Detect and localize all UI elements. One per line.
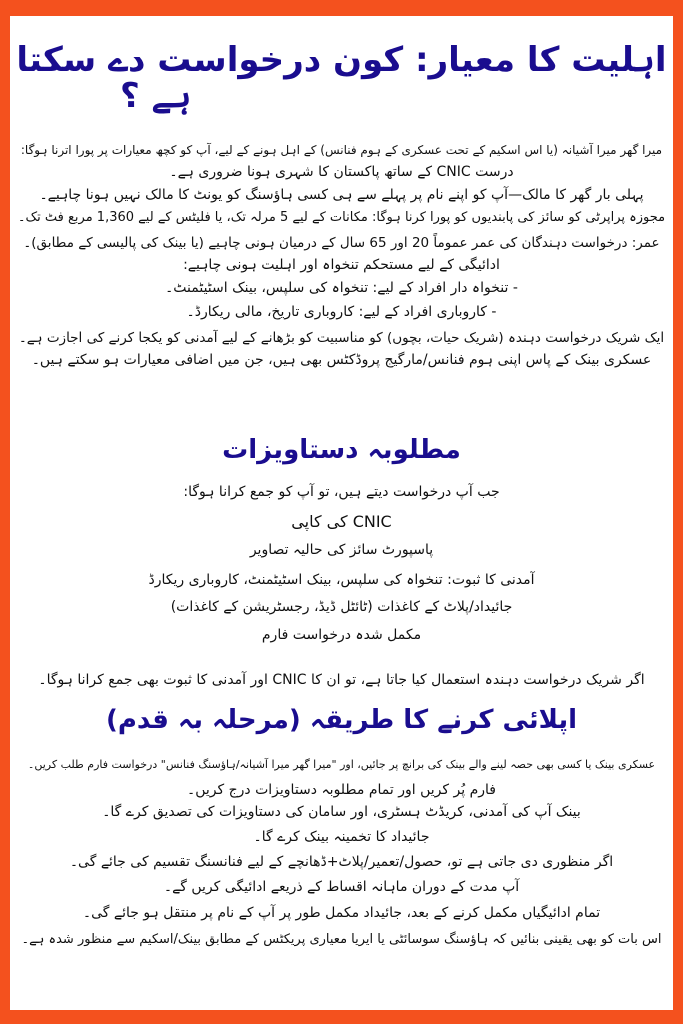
document-line: مکمل شدہ درخواست فارم (261, 627, 422, 643)
eligibility-line: عمر: درخواست دہندگان کی عمر عموماً 20 اور 65 سال کے درمیان ہونی چاہیے (یا بینک کی پالیسی کے مطابق)۔ (23, 235, 660, 251)
document-line: جب آپ درخواست دیتے ہیں، تو آپ کو جمع کرانا ہوگا: (183, 484, 500, 500)
eligibility-title-cont: ہے ؟ (120, 76, 192, 116)
process-step: بینک آپ کی آمدنی، کریڈٹ ہسٹری، اور سامان کی دستاویزات کی تصدیق کرے گا۔ (102, 804, 581, 820)
eligibility-title: اہلیت کا معیار: کون درخواست دے سکتا (16, 40, 667, 80)
process-step: جائیداد کا تخمینہ بینک کرے گا۔ (253, 829, 430, 845)
eligibility-line: ادائیگی کے لیے مستحکم تنخواہ اور اہلیت ہونی چاہیے: (183, 257, 500, 273)
process-title: اپلائی کرنے کا طریقہ (مرحلہ بہ قدم) (105, 705, 578, 735)
document-page (10, 16, 673, 1010)
documents-title: مطلوبہ دستاویزات (222, 435, 461, 465)
process-step: آپ مدت کے دوران ماہانہ اقساط کے ذریعے ادائیگی کریں گے۔ (163, 879, 520, 895)
eligibility-line: مجوزہ پراپرٹی کو سائز کی پابندیوں کو پورا کرنا ہوگا: مکانات کے لیے 5 مرلہ تک، یا فلیٹس کے لیے 1,360 مربع فٹ تک۔ (17, 210, 666, 225)
process-step: اس بات کو بھی یقینی بنائیں کہ ہاؤسنگ سوسائٹی یا ایریا معیاری پریکٹس کے مطابق بینک/اسکیم سے منظور شدہ ہے۔ (21, 932, 662, 947)
eligibility-line: درست CNIC کے ساتھ پاکستان کا شہری ہونا ضروری ہے۔ (169, 164, 514, 180)
process-step: اگر منظوری دی جاتی ہے تو، حصول/تعمیر/پلاٹ+ڈھانچے کے لیے فنانسنگ تقسیم کی جائے گی۔ (69, 854, 614, 870)
document-line: پاسپورٹ سائز کی حالیہ تصاویر (249, 542, 434, 558)
document-line: آمدنی کا ثبوت: تنخواہ کی سلپس، بینک اسٹیٹمنٹ، کاروباری ریکارڈ (148, 572, 535, 588)
eligibility-line: میرا گھر میرا آشیانہ (یا اس اسکیم کے تحت عسکری کے ہوم فنانس) کے اہل ہونے کے لیے، آپ کو کچھ معیارات پر پورا اترنا ہوگا: (20, 143, 663, 157)
process-step: تمام ادائیگیاں مکمل کرنے کے بعد، جائیداد مکمل طور پر آپ کے نام پر منتقل ہو جائے گی۔ (82, 905, 601, 921)
eligibility-line: عسکری بینک کے پاس اپنی ہوم فنانس/مارگیج پروڈکٹس بھی ہیں، جن میں اضافی معیارات ہو سکتے ہیں۔ (31, 352, 652, 368)
document-line: جائیداد/پلاٹ کے کاغذات (ٹائٹل ڈیڈ، رجسٹریشن کے کاغذات) (170, 599, 513, 615)
document-line: اگر شریک درخواست دہندہ استعمال کیا جاتا ہے، تو ان کا CNIC اور آمدنی کا ثبوت بھی جمع کرانا ہوگا۔ (38, 672, 645, 688)
eligibility-line: پہلی بار گھر کا مالک—آپ کو اپنے نام پر پہلے سے ہی کسی ہاؤسنگ کو یونٹ کا مالک نہیں ہونا چاہیے۔ (39, 187, 644, 203)
document-line: CNIC کی کاپی (291, 512, 392, 531)
process-step: فارم پُر کریں اور تمام مطلوبہ دستاویزات درج کریں۔ (187, 782, 496, 798)
eligibility-line: - تنخواہ دار افراد کے لیے: تنخواہ کی سلپس، بینک اسٹیٹمنٹ۔ (165, 280, 518, 296)
process-step: عسکری بینک یا کسی بھی حصہ لینے والے بینک کی برانچ پر جائیں، اور "میرا گھر میرا آشیانہ/ہاؤسنگ فنانس" درخواست فارم طلب کریں۔ (27, 758, 656, 771)
eligibility-line: - کاروباری افراد کے لیے: کاروباری تاریخ، مالی ریکارڈ۔ (186, 304, 497, 320)
eligibility-line: ایک شریک درخواست دہندہ (شریک حیات، بچوں) کو مناسبیت کو بڑھانے کے لیے آمدنی کو یکجا کرنے کی اجازت ہے۔ (18, 330, 665, 346)
